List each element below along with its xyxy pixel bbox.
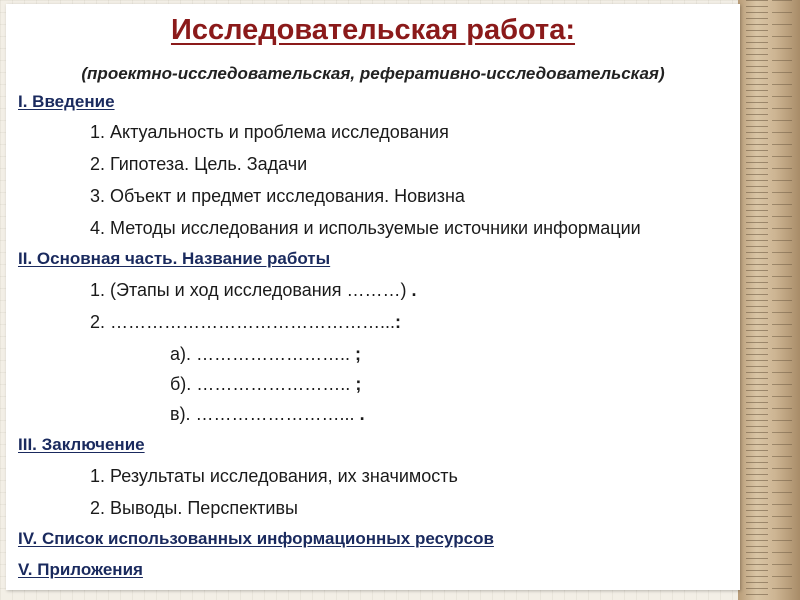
- list-item-punctuation: :: [395, 312, 402, 332]
- list-item-punctuation: ;: [350, 374, 362, 394]
- section-heading-references: IV. Список использованных информационных ресурсов: [18, 529, 494, 548]
- list-item: [90, 280, 416, 301]
- section-heading-conclusion: III. Заключение: [18, 435, 145, 454]
- section-heading-introduction: I. Введение: [18, 92, 115, 111]
- sub-list-item: [170, 404, 365, 425]
- list-item-text: а). ……………………..: [170, 344, 351, 364]
- list-item-text: 2. ………………………………………...: [90, 312, 396, 332]
- list-item: 1. Результаты исследования, их значимость: [90, 466, 458, 486]
- list-item-punctuation: .: [406, 280, 417, 300]
- list-item-punctuation: .: [354, 404, 365, 424]
- list-item-text: б). ……………………..: [170, 374, 351, 394]
- list-item: 2. Гипотеза. Цель. Задачи: [90, 154, 308, 174]
- list-item: 2. Выводы. Перспективы: [90, 498, 298, 518]
- list-item: 4. Методы исследования и используемые источники информации: [90, 218, 641, 238]
- sub-list-item: [170, 344, 361, 365]
- ruler-decoration: [738, 0, 800, 600]
- section-heading-main-part: II. Основная часть. Название работы: [18, 249, 331, 268]
- document-title: Исследовательская работа:: [170, 14, 576, 46]
- section-heading-appendices: V. Приложения: [18, 560, 143, 579]
- list-item-text: в). ……………………...: [170, 404, 355, 424]
- list-item: 3. Объект и предмет исследования. Новизна: [90, 186, 465, 206]
- list-item: 1. Актуальность и проблема исследования: [90, 122, 449, 142]
- sub-list-item: [170, 374, 361, 395]
- list-item-text: 1. (Этапы и ход исследования ………): [90, 280, 407, 300]
- list-item: [90, 312, 401, 333]
- list-item-punctuation: ;: [350, 344, 362, 364]
- document-page: [6, 4, 740, 590]
- document-subtitle: (проектно-исследовательская, реферативно-исследовательская): [81, 64, 665, 83]
